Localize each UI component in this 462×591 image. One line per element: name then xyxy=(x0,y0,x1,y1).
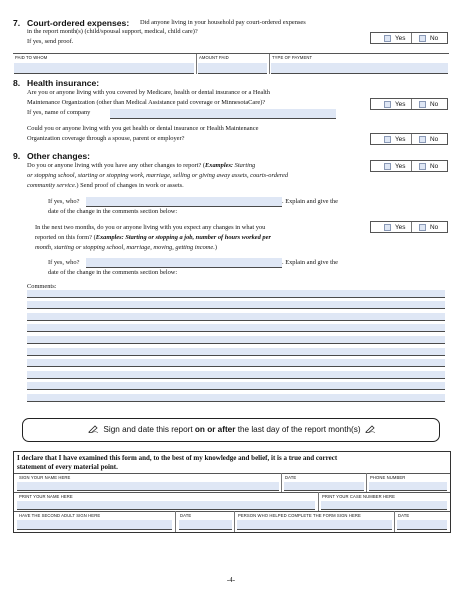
signature-block xyxy=(13,451,451,533)
phone-field[interactable] xyxy=(369,482,447,491)
comment-line[interactable] xyxy=(27,348,445,356)
q7-type-field[interactable] xyxy=(271,63,448,74)
divider xyxy=(411,161,412,171)
q7-line2: in the report month(s) (child/spousal support, medical, child care)? xyxy=(27,28,198,35)
sign-pre: Sign and date this report xyxy=(103,425,195,435)
q8-company-field[interactable] xyxy=(110,109,336,119)
q9-comments-label: Comments: xyxy=(27,283,57,290)
q9-line2: or stopping school, starting or stopping work, marriage, selling or giving away assets, courts-ordered xyxy=(27,172,289,179)
sign-instruction xyxy=(23,425,441,435)
sign-instruction-banner xyxy=(22,418,440,442)
q7-paid-to-label: PAID TO WHOM xyxy=(15,55,48,60)
q7-type-label: TYPE OF PAYMENT xyxy=(272,55,313,60)
q7-paid-to-field[interactable] xyxy=(14,63,194,74)
helper-label: PERSON WHO HELPED COMPLETE THE FORM SIGN HERE xyxy=(238,513,361,518)
q7-amount-label: AMOUNT PAID xyxy=(199,55,229,60)
q7-no-checkbox[interactable] xyxy=(419,35,426,42)
q9-next3-text: month, starting or stopping school, marriage, moving, getting income. xyxy=(35,244,215,251)
q9-next1: In the next two months, do you or anyone living with you expect any changes in what you xyxy=(35,224,266,231)
q9b-no-label: No xyxy=(430,224,439,231)
q9a-yes-label: Yes xyxy=(395,163,406,170)
divider xyxy=(13,53,449,54)
q9a-yes-no-group xyxy=(370,160,448,172)
q9-title: Other changes: xyxy=(27,151,91,161)
date-label: DATE xyxy=(285,475,297,480)
q8-line4: Could you or anyone living with you get health or dental insurance or Health Maintenance xyxy=(27,125,259,132)
sign-bold: on or after xyxy=(194,425,236,435)
q9-explain2: . Explain and give the xyxy=(282,259,338,266)
q9-number: 9. xyxy=(13,151,21,161)
q8-line3: If yes, name of company xyxy=(27,109,91,116)
second-adult-label: HAVE THE SECOND ADULT SIGN HERE xyxy=(19,513,101,518)
q9-line3b: ) Send proof of changes in work or assets. xyxy=(76,182,184,189)
q8a-no-checkbox[interactable] xyxy=(419,101,426,108)
sign-name-field[interactable] xyxy=(17,482,279,491)
print-name-field[interactable] xyxy=(17,501,315,510)
q9-who2-field[interactable] xyxy=(86,258,282,268)
sign-name-label: SIGN YOUR NAME HERE xyxy=(19,475,71,480)
comments-area[interactable] xyxy=(27,284,445,404)
q9-line1b: Starting xyxy=(233,162,256,169)
date3-label: DATE xyxy=(398,513,410,518)
comment-line[interactable] xyxy=(27,313,445,321)
q9-next2-text: reported on this form? ( xyxy=(35,234,96,241)
q7-line3: If yes, send proof. xyxy=(27,38,74,45)
declaration-line2: statement of every material point. xyxy=(17,463,118,471)
date3-field[interactable] xyxy=(397,520,447,530)
q9-ifyes1: If yes, who? xyxy=(48,198,80,205)
sign-post: the last day of the report month(s) xyxy=(235,425,361,435)
q9-next2 xyxy=(35,234,271,242)
comment-line[interactable] xyxy=(27,324,445,332)
case-number-label: PRINT YOUR CASE NUMBER HERE xyxy=(322,494,396,499)
q7-yes-label: Yes xyxy=(395,35,406,42)
q8-line1: Are you or anyone living with you covered by Medicare, health or dental insurance or a Health xyxy=(27,89,270,96)
q8b-no-checkbox[interactable] xyxy=(419,136,426,143)
q9b-yes-no-group xyxy=(370,221,448,233)
divider xyxy=(14,492,450,493)
declaration-line1: I declare that I have examined this form and, to the best of my knowledge and belief, it is a true and correct xyxy=(17,454,338,462)
q9-examples1: Examples: xyxy=(205,162,234,169)
q7-no-label: No xyxy=(430,35,439,42)
second-adult-field[interactable] xyxy=(17,520,172,530)
q9b-yes-label: Yes xyxy=(395,224,406,231)
q7-title: Court-ordered expenses: xyxy=(27,18,130,28)
q9a-yes-checkbox[interactable] xyxy=(384,163,391,170)
q8-line2: Maintenance Organization (other than Medical Assistance paid coverage or MinnesotaCare)? xyxy=(27,99,266,106)
q7-amount-field[interactable] xyxy=(198,63,267,74)
date2-label: DATE xyxy=(180,513,192,518)
q8-line5: Organization coverage through a spouse, parent or employer? xyxy=(27,135,185,142)
date-field[interactable] xyxy=(284,482,364,491)
divider xyxy=(411,222,412,232)
q9-line3a: community service. xyxy=(27,182,77,189)
phone-label: PHONE NUMBER xyxy=(370,475,406,480)
q8b-no-label: No xyxy=(430,136,439,143)
divider xyxy=(411,33,412,43)
q9-ifyes2: If yes, who? xyxy=(48,259,80,266)
q8-title: Health insurance: xyxy=(27,78,100,88)
q9-who1-field[interactable] xyxy=(86,197,282,207)
q7-yes-checkbox[interactable] xyxy=(384,35,391,42)
q8a-yes-no-group xyxy=(370,98,448,110)
divider xyxy=(394,511,395,532)
q9-next3b: ) xyxy=(214,244,217,251)
q7-yes-no-group xyxy=(370,32,448,44)
divider xyxy=(411,99,412,109)
q7-number: 7. xyxy=(13,18,21,28)
q8a-yes-label: Yes xyxy=(395,101,406,108)
q9b-no-checkbox[interactable] xyxy=(419,224,426,231)
divider xyxy=(14,473,450,474)
q9-line3 xyxy=(27,182,184,190)
divider xyxy=(269,54,270,74)
case-number-field[interactable] xyxy=(321,501,447,510)
date2-field[interactable] xyxy=(179,520,232,530)
q8-number: 8. xyxy=(13,78,21,88)
q9-next3 xyxy=(35,244,217,252)
q8b-yes-label: Yes xyxy=(395,136,406,143)
comment-line[interactable] xyxy=(27,290,445,298)
divider xyxy=(411,134,412,144)
comment-line[interactable] xyxy=(27,336,445,344)
q7-line1: Did anyone living in your household pay court-ordered expenses xyxy=(140,19,306,26)
q9-date1: date of the change in the comments section below: xyxy=(48,208,178,215)
divider xyxy=(175,511,176,532)
page-number: -4- xyxy=(226,576,236,584)
q9-date2: date of the change in the comments section below: xyxy=(48,269,178,276)
comment-line[interactable] xyxy=(27,359,445,367)
pen-icon xyxy=(365,425,376,435)
q9-line1 xyxy=(27,162,255,170)
divider xyxy=(14,511,450,512)
q9a-no-label: No xyxy=(430,163,439,170)
q8b-yes-checkbox[interactable] xyxy=(384,136,391,143)
q9b-yes-checkbox[interactable] xyxy=(384,224,391,231)
divider xyxy=(196,54,197,74)
q9-line1-text: Do you or anyone living with you have any other changes to report? ( xyxy=(27,162,206,169)
helper-field[interactable] xyxy=(237,520,392,530)
q8b-yes-no-group xyxy=(370,133,448,145)
divider xyxy=(318,492,319,511)
divider xyxy=(281,473,282,492)
comment-line[interactable] xyxy=(27,394,445,402)
q8a-no-label: No xyxy=(430,101,439,108)
comment-line[interactable] xyxy=(27,371,445,379)
comment-line[interactable] xyxy=(27,301,445,309)
comment-line[interactable] xyxy=(27,382,445,390)
q9-examples2: Examples: Starting or stopping a job, number of hours worked per xyxy=(95,234,271,241)
pen-icon xyxy=(88,425,99,435)
q9-explain1: . Explain and give the xyxy=(282,198,338,205)
divider xyxy=(234,511,235,532)
q8a-yes-checkbox[interactable] xyxy=(384,101,391,108)
q9a-no-checkbox[interactable] xyxy=(419,163,426,170)
print-name-label: PRINT YOUR NAME HERE xyxy=(19,494,73,499)
divider xyxy=(366,473,367,492)
